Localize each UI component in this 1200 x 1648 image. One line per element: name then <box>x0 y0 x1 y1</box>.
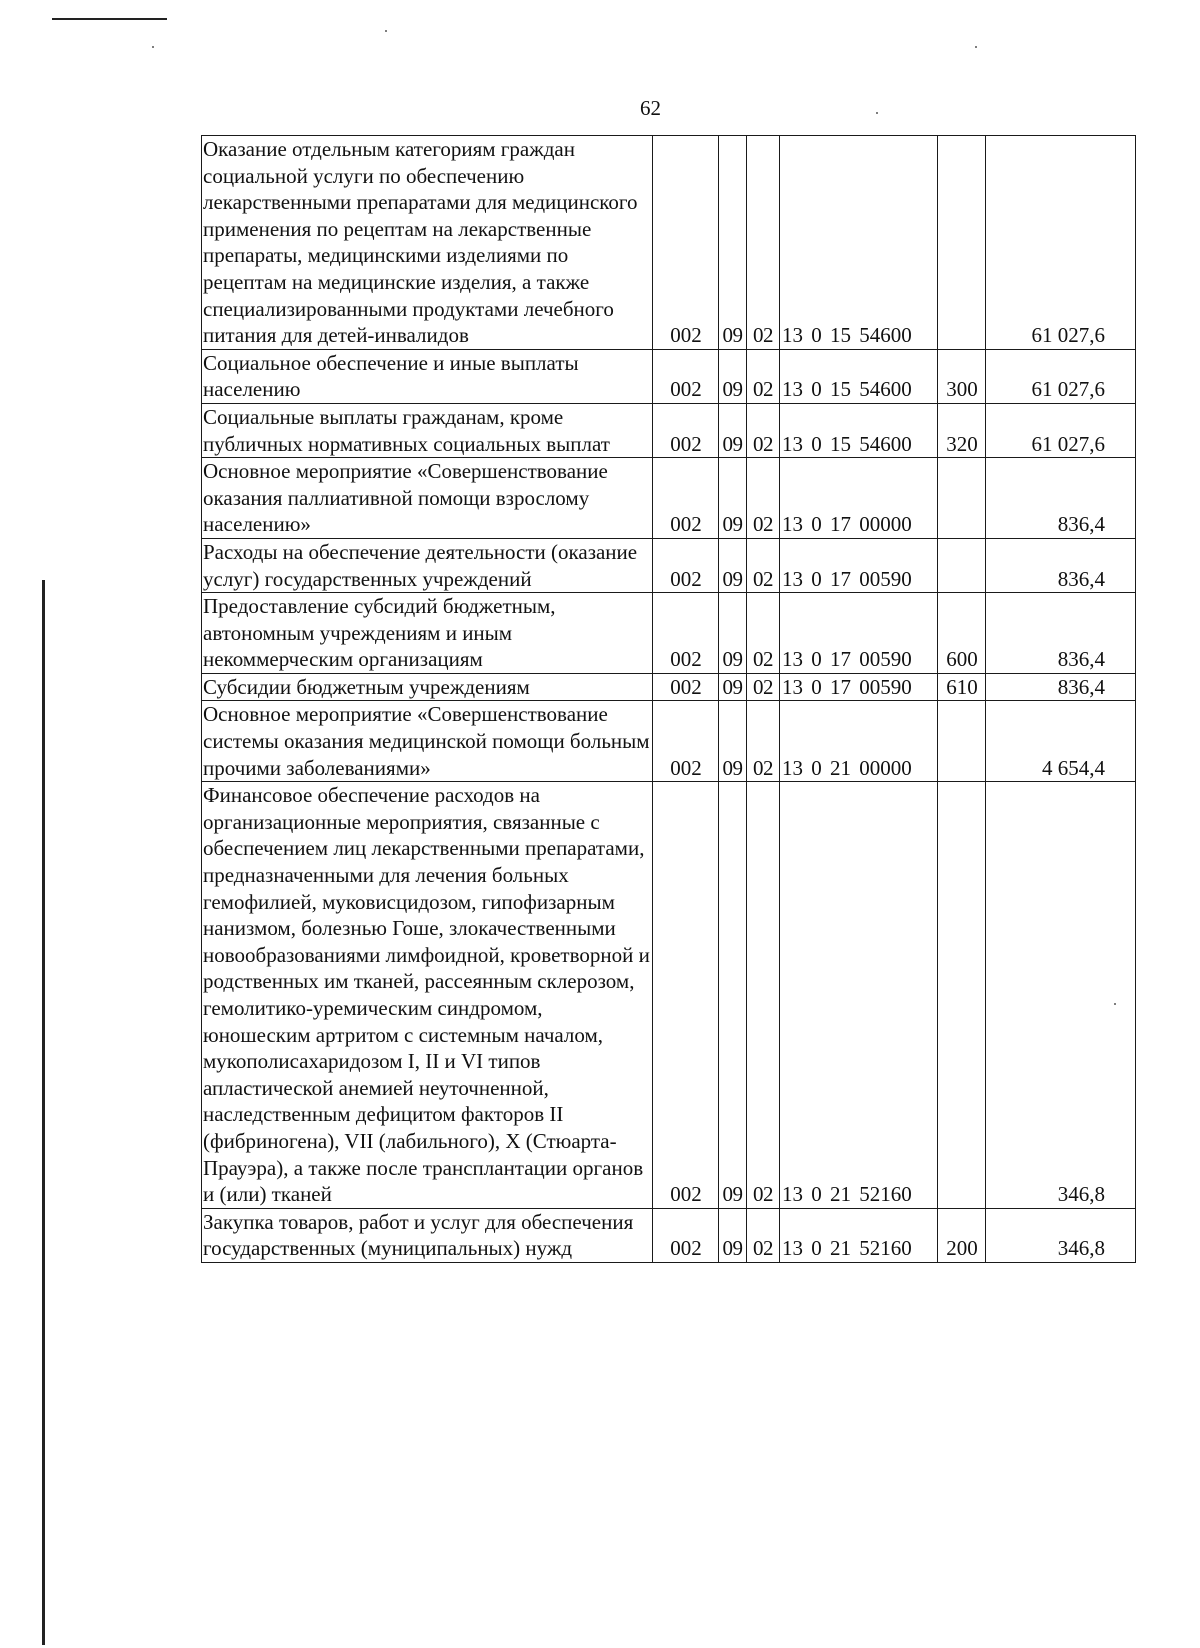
row-subsection-code: 02 <box>747 458 780 539</box>
row-section-code: 09 <box>719 403 747 457</box>
table-row <box>202 538 1136 592</box>
row-name: Субсидии бюджетным учреждениям <box>202 673 653 701</box>
row-amount: 836,4 <box>986 593 1136 674</box>
row-name: Финансовое обеспечение расходов на организационные мероприятия, связанные с обеспечением лиц лекарственными препаратами, предназначенными для лечения больных гемофилией, муковисцидозом, гипофизарным нанизмом, болезнью Гоше, злокачественными новообразованиями лимфоидной, кроветворной и родственных им тканей, рассеянным склерозом, гемолитико-уремическим синдромом, юношеским артритом с системным началом, мукополисахаридозом I, II и VI типов апластической анемией неуточненной, наследственным дефицитом факторов II (фибриногена), VII (лабильного), X (Стюарта-Прауэра), а также после трансплантации органов и (или) тканей <box>202 782 653 1209</box>
table-row <box>202 136 1136 350</box>
row-expense-type <box>938 701 986 782</box>
row-section-code: 09 <box>719 538 747 592</box>
scan-speck <box>975 46 977 48</box>
row-name: Основное мероприятие «Совершенствование оказания паллиативной помощи взрослому населению» <box>202 458 653 539</box>
row-amount: 4 654,4 <box>986 701 1136 782</box>
row-section-code: 09 <box>719 673 747 701</box>
row-expense-type: 600 <box>938 593 986 674</box>
table-row <box>202 1208 1136 1262</box>
row-name: Социальные выплаты гражданам, кроме публичных нормативных социальных выплат <box>202 403 653 457</box>
row-amount: 346,8 <box>986 782 1136 1209</box>
table-row <box>202 673 1136 701</box>
row-amount: 61 027,6 <box>986 349 1136 403</box>
row-section-code: 09 <box>719 136 747 350</box>
row-section-code: 09 <box>719 593 747 674</box>
row-section-code: 09 <box>719 349 747 403</box>
row-subsection-code: 02 <box>747 349 780 403</box>
table-row <box>202 701 1136 782</box>
table-row <box>202 349 1136 403</box>
row-section-code: 09 <box>719 701 747 782</box>
row-section-code: 09 <box>719 1208 747 1262</box>
row-expense-type <box>938 136 986 350</box>
scan-speck <box>385 30 387 32</box>
row-name: Оказание отдельным категориям граждан социальной услуги по обеспечению лекарственными препаратами для медицинского применения по рецептам на лекарственные препараты, медицинскими изделиями по рецептам на медицинские изделия, а также специализированными продуктами лечебного питания для детей-инвалидов <box>202 136 653 350</box>
row-target-article: 13 0 17 00000 <box>780 458 938 539</box>
table-row <box>202 458 1136 539</box>
row-amount: 836,4 <box>986 538 1136 592</box>
row-admin-code: 002 <box>653 673 719 701</box>
row-subsection-code: 02 <box>747 403 780 457</box>
scan-artifact-line <box>52 18 167 20</box>
row-subsection-code: 02 <box>747 136 780 350</box>
scan-speck <box>152 46 154 48</box>
row-admin-code: 002 <box>653 1208 719 1262</box>
row-expense-type: 300 <box>938 349 986 403</box>
row-target-article: 13 0 15 54600 <box>780 403 938 457</box>
row-amount: 346,8 <box>986 1208 1136 1262</box>
row-amount: 836,4 <box>986 458 1136 539</box>
row-name: Расходы на обеспечение деятельности (оказание услуг) государственных учреждений <box>202 538 653 592</box>
row-target-article: 13 0 17 00590 <box>780 538 938 592</box>
row-name: Закупка товаров, работ и услуг для обеспечения государственных (муниципальных) нужд <box>202 1208 653 1262</box>
row-target-article: 13 0 17 00590 <box>780 593 938 674</box>
scan-speck <box>876 112 878 114</box>
row-expense-type <box>938 458 986 539</box>
row-subsection-code: 02 <box>747 593 780 674</box>
row-name: Предоставление субсидий бюджетным, автономным учреждениям и иным некоммерческим организациям <box>202 593 653 674</box>
row-subsection-code: 02 <box>747 782 780 1209</box>
budget-table <box>201 135 1136 1263</box>
row-expense-type: 320 <box>938 403 986 457</box>
row-expense-type <box>938 538 986 592</box>
row-amount: 61 027,6 <box>986 403 1136 457</box>
row-subsection-code: 02 <box>747 538 780 592</box>
row-target-article: 13 0 15 54600 <box>780 349 938 403</box>
row-admin-code: 002 <box>653 782 719 1209</box>
row-admin-code: 002 <box>653 538 719 592</box>
row-admin-code: 002 <box>653 458 719 539</box>
table-row <box>202 593 1136 674</box>
row-expense-type: 610 <box>938 673 986 701</box>
scan-artifact-margin-line <box>42 580 45 1645</box>
row-subsection-code: 02 <box>747 1208 780 1262</box>
row-amount: 61 027,6 <box>986 136 1136 350</box>
row-amount: 836,4 <box>986 673 1136 701</box>
row-admin-code: 002 <box>653 593 719 674</box>
table-row <box>202 403 1136 457</box>
row-name: Основное мероприятие «Совершенствование системы оказания медицинской помощи больным прочими заболеваниями» <box>202 701 653 782</box>
row-target-article: 13 0 15 54600 <box>780 136 938 350</box>
page-number: 62 <box>640 96 661 120</box>
row-section-code: 09 <box>719 458 747 539</box>
row-name: Социальное обеспечение и иные выплаты населению <box>202 349 653 403</box>
row-target-article: 13 0 17 00590 <box>780 673 938 701</box>
row-admin-code: 002 <box>653 701 719 782</box>
row-admin-code: 002 <box>653 403 719 457</box>
row-target-article: 13 0 21 52160 <box>780 782 938 1209</box>
row-expense-type: 200 <box>938 1208 986 1262</box>
row-subsection-code: 02 <box>747 673 780 701</box>
row-section-code: 09 <box>719 782 747 1209</box>
row-admin-code: 002 <box>653 349 719 403</box>
row-expense-type <box>938 782 986 1209</box>
row-admin-code: 002 <box>653 136 719 350</box>
row-subsection-code: 02 <box>747 701 780 782</box>
table-row <box>202 782 1136 1209</box>
row-target-article: 13 0 21 00000 <box>780 701 938 782</box>
row-target-article: 13 0 21 52160 <box>780 1208 938 1262</box>
